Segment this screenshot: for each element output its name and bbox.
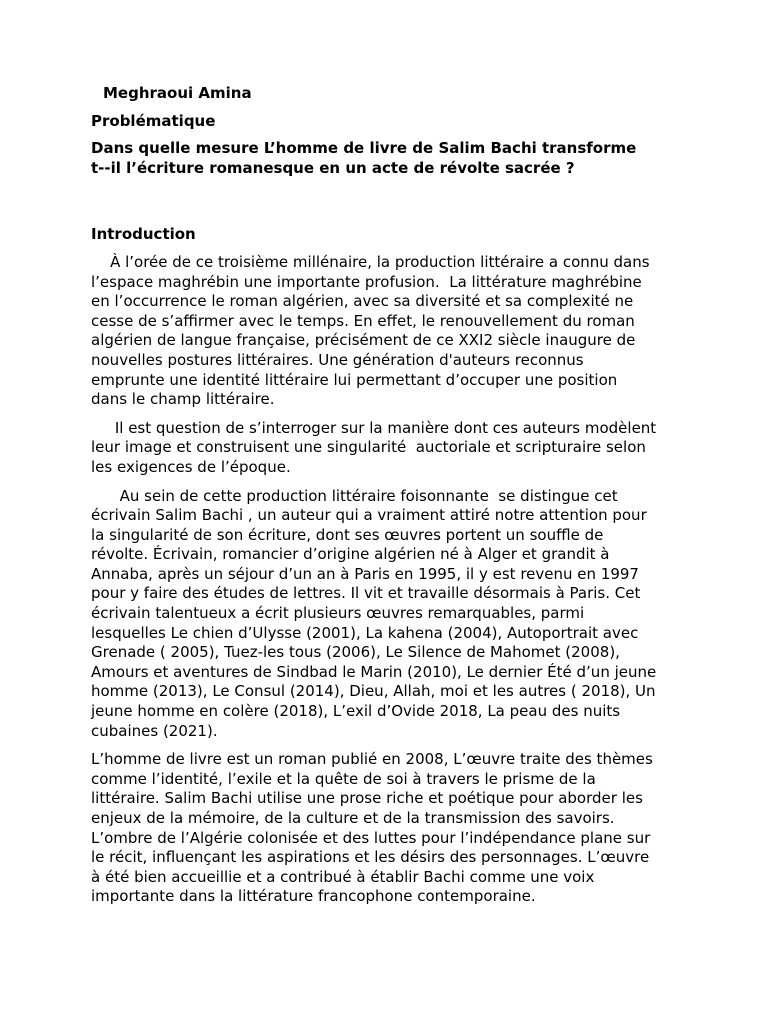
- introduction-body: [91, 253, 681, 907]
- document-page: [91, 84, 681, 916]
- paragraph-line: emprunte une identité littéraire lui permettant d’occuper une position: [91, 370, 618, 389]
- paragraph-line: importante dans la littérature francophone contemporaine.: [91, 887, 536, 906]
- paragraph-line: Annaba, après un séjour d’un an à Paris en 1995, il y est revenu en 1997: [91, 564, 639, 583]
- paragraph-line: les exigences de l’époque.: [91, 457, 291, 476]
- paragraph-line: le récit, influençant les aspirations et les désirs des personnages. L’œuvre: [91, 848, 650, 867]
- paragraph-line: lesquelles Le chien d’Ulysse (2001), La kahena (2004), Autoportrait avec: [91, 623, 639, 642]
- paragraph-line: algérien de langue française, précisément de ce XXI2 siècle inaugure de: [91, 331, 636, 350]
- paragraph: [91, 487, 681, 742]
- paragraph-line: dans le champ littéraire.: [91, 390, 275, 409]
- paragraph-line: leur image et construisent une singularité auctoriale et scripturaire selon: [91, 438, 646, 457]
- paragraph-line: cesse de s’affirmer avec le temps. En effet, le renouvellement du roman: [91, 311, 635, 330]
- paragraph-line: nouvelles postures littéraires. Une génération d'auteurs reconnus: [91, 350, 584, 369]
- paragraph-line: homme (2013), Le Consul (2014), Dieu, Allah, moi et les autres ( 2018), Un: [91, 682, 656, 701]
- paragraph-line: écrivain talentueux a écrit plusieurs œuvres remarquables, parmi: [91, 604, 585, 623]
- paragraph: [91, 253, 681, 410]
- paragraph: [91, 419, 681, 478]
- research-question: [91, 139, 661, 178]
- paragraph-line: écrivain Salim Bachi , un auteur qui a vraiment attiré notre attention pour: [91, 506, 647, 525]
- paragraph-line: L’homme de livre est un roman publié en 2008, L’œuvre traite des thèmes: [91, 750, 653, 769]
- paragraph-line: enjeux de la mémoire, de la culture et de la transmission des savoirs.: [91, 809, 615, 827]
- paragraph-line: cubaines (2021).: [91, 721, 218, 740]
- paragraph: [91, 750, 681, 907]
- paragraph-line: en l’occurrence le roman algérien, avec sa diversité et sa complexité ne: [91, 292, 634, 311]
- paragraph-line: À l’orée de ce troisième millénaire, la production littéraire a connu dans: [91, 252, 650, 271]
- paragraph-line: l’espace maghrébin une importante profusion. La littérature maghrébine: [91, 272, 642, 291]
- paragraph-line: révolte. Écrivain, romancier d’origine algérien né à Alger et grandit à: [91, 545, 610, 564]
- paragraph-line: comme l’identité, l’exile et la quête de soi à travers le prisme de la: [91, 769, 596, 788]
- paragraph-line: Amours et aventures de Sindbad le Marin (2010), Le dernier Été d’un jeune: [91, 662, 657, 681]
- paragraph-line: Il est question de s’interroger sur la manière dont ces auteurs modèlent: [91, 418, 657, 437]
- paragraph-line: la singularité de son écriture, dont ses œuvres portent un souffle de: [91, 525, 604, 544]
- paragraph-line: Au sein de cette production littéraire foisonnante se distingue cet: [91, 486, 618, 505]
- question-line: Dans quelle mesure L’homme de livre de Salim Bachi transforme: [91, 139, 637, 158]
- paragraph-line: pour y faire des études de lettres. Il vit et travaille désormais à Paris. Cet: [91, 584, 641, 603]
- problematique-label: Problématique: [91, 111, 216, 130]
- paragraph-line: jeune homme en colère (2018), L’exil d’Ovide 2018, La peau des nuits: [91, 702, 621, 721]
- author-name: Meghraoui Amina: [103, 84, 252, 102]
- paragraph-line: L’ombre de l’Algérie colonisée et des luttes pour l’indépendance plane sur: [91, 828, 651, 847]
- question-line: t--il l’écriture romanesque en un acte de révolte sacrée ?: [91, 158, 575, 177]
- section-heading-introduction: Introduction: [91, 225, 196, 244]
- paragraph-line: littéraire. Salim Bachi utilise une prose riche et poétique pour aborder les: [91, 789, 643, 808]
- paragraph-line: Grenade ( 2005), Tuez-les tous (2006), Le Silence de Mahomet (2008),: [91, 643, 620, 662]
- paragraph-line: à été bien accueillie et a contribué à établir Bachi comme une voix: [91, 867, 595, 886]
